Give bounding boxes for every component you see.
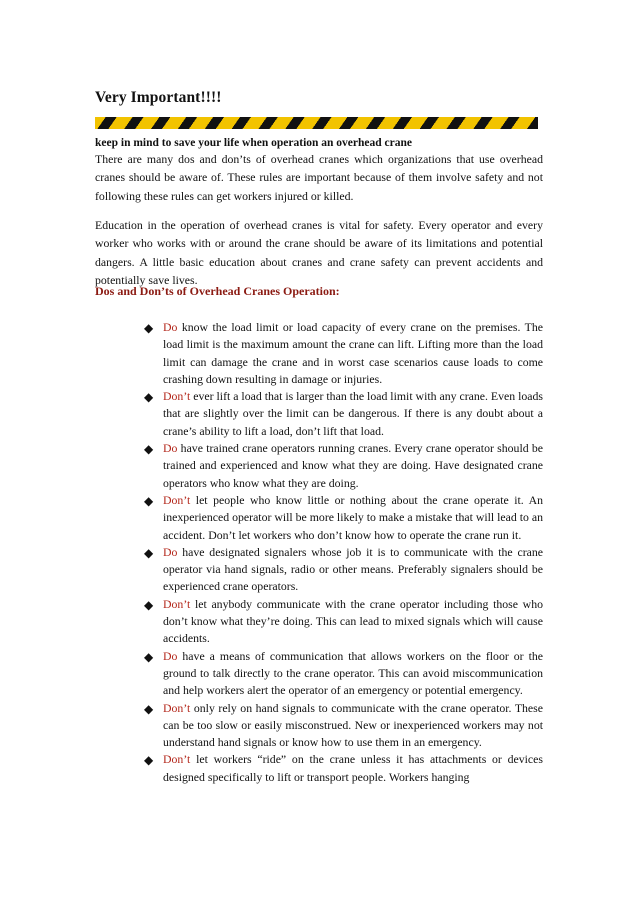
item-text: have a means of communication that allows workers on the floor or the ground to talk directly to the crane operator. This can avoid miscommunication and help workers alert the operator of an emergency or potential emergency. (163, 648, 543, 698)
list-item (144, 648, 543, 700)
diamond-bullet-icon: ◆ (144, 321, 154, 335)
item-text: let workers “ride” on the crane unless it has attachments or devices designed specifically to lift or transport people. Workers hanging (163, 752, 543, 784)
item-keyword: Don’t (163, 389, 191, 404)
item-text: have trained crane operators running cranes. Every crane operator should be trained and experienced and know what they are doing. Have designated crane operators who know what they are doing. (163, 441, 543, 490)
list-item (144, 751, 543, 786)
item-text: know the load limit or load capacity of every crane on the premises. The load limit is the maximum amount the crane can lift. Lifting more than the load limit can damage the crane and in worst case scenarios cause loads to come crashing down resulting in damage or injuries. (163, 320, 543, 386)
list-item (144, 544, 543, 596)
diamond-bullet-icon: ◆ (144, 442, 154, 457)
item-text: let anybody communicate with the crane operator including those who don’t know what they’re doing. This can lead to mixed signals which will cause accidents. (163, 596, 543, 646)
subheading: keep in mind to save your life when operation an overhead crane (95, 137, 412, 149)
list-item (144, 596, 543, 648)
item-text: ever lift a load that is larger than the load limit with any crane. Even loads that are slightly over the limit can be dangerous. If there is any doubt about a crane’s ability to lift a load, don’t lift that load. (163, 389, 543, 438)
diamond-bullet-icon: ◆ (144, 753, 154, 768)
diamond-bullet-icon: ◆ (144, 545, 154, 560)
item-text: let people who know little or nothing about the crane operate it. An inexperienced operator will be more likely to make a mistake that will lead to an accident. Don’t let workers who don’t know how to operate the crane run it. (163, 492, 543, 542)
education-paragraph: Education in the operation of overhead cranes is vital for safety. Every operator and every worker who works with or around the crane should be aware of its limitations and potential dangers. A little basic education about cranes and crane safety can prevent accidents and potentially save lives. (95, 218, 543, 288)
hazard-stripe-divider (95, 117, 538, 129)
diamond-bullet-icon: ◆ (144, 701, 154, 716)
item-keyword: Don’t (163, 596, 191, 611)
list-item (144, 440, 543, 492)
item-keyword: Don’t (163, 492, 191, 507)
section-heading: Dos and Don’ts of Overhead Cranes Operation: (95, 284, 340, 298)
page-title: Very Important!!!! (95, 89, 222, 106)
list-item (144, 319, 543, 388)
list-item (144, 492, 543, 544)
item-text: only rely on hand signals to communicate with the crane operator. These can be too slow or easily misconstrued. New or inexperienced workers may not understand hand signals or know how to use them in an emergency. (163, 700, 543, 750)
item-keyword: Do (163, 320, 178, 334)
list-item (144, 388, 543, 440)
item-keyword: Do (163, 648, 178, 663)
dos-donts-list (144, 319, 543, 786)
item-keyword: Do (163, 441, 178, 456)
list-item (144, 700, 543, 752)
intro-paragraph: There are many dos and don’ts of overhead cranes which organizations that use overhead cranes should be aware of. These rules are important because of them involve safety and not following these rules can get workers injured or killed. (95, 152, 543, 203)
diamond-bullet-icon: ◆ (144, 597, 154, 612)
diamond-bullet-icon: ◆ (144, 493, 154, 508)
item-text: have designated signalers whose job it is to communicate with the crane operator via hand signals, radio or other means. Preferably signalers should be experienced crane operators. (163, 544, 543, 594)
diamond-bullet-icon: ◆ (144, 649, 154, 664)
diamond-bullet-icon: ◆ (144, 390, 154, 405)
item-keyword: Don’t (163, 700, 191, 715)
item-keyword: Don’t (163, 752, 191, 767)
item-keyword: Do (163, 544, 178, 559)
